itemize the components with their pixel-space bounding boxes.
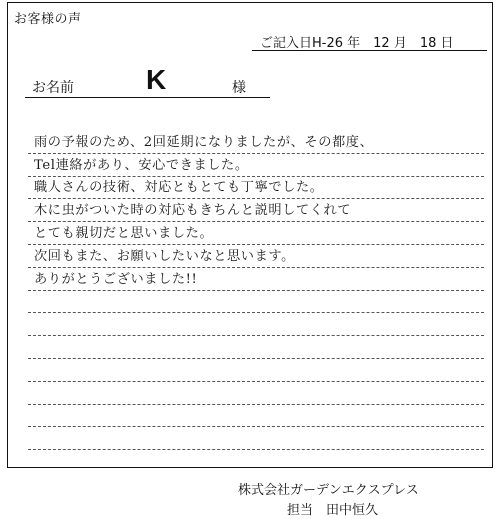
company-name: 株式会社ガーデンエクスプレス (238, 483, 419, 498)
comment-line (28, 382, 484, 405)
comment-text: Tel連絡があり、安心できました。 (34, 157, 249, 173)
comment-line (28, 427, 484, 450)
comment-text: 雨の予報のため、2回延期になりましたが、その都度、 (34, 134, 374, 150)
comment-line (28, 291, 484, 314)
comment-line (28, 177, 484, 200)
comment-line (28, 405, 484, 428)
comment-text: 木に虫がついた時の対応もきちんと説明してくれて (34, 203, 352, 219)
comment-text: ありがとうございました!! (34, 271, 198, 287)
comment-line (28, 268, 484, 291)
comment-lines (28, 3, 484, 467)
comment-text: 次回もまた、お願いしたいなと思います。 (34, 248, 295, 264)
comment-text: 職人さんの技術、対応ともとても丁寧でした。 (34, 180, 324, 196)
comment-line (28, 359, 484, 382)
voice-card (7, 2, 493, 468)
name-label: お名前 (32, 80, 74, 96)
comment-text: とても親切だと思いました。 (34, 225, 214, 241)
comment-line (28, 199, 484, 222)
staff-name: 担当 田中恒久 (287, 503, 379, 518)
comment-line (28, 245, 484, 268)
comment-line (28, 222, 484, 245)
customer-name: K (146, 64, 167, 95)
honorific: 様 (232, 80, 246, 96)
comment-line (28, 154, 484, 177)
entry-date: ご記入日H-26 年 12 月 18 日 (260, 36, 454, 51)
card-title: お客様の声 (14, 12, 82, 27)
comment-line (28, 313, 484, 336)
comment-line (28, 336, 484, 359)
comment-line (28, 131, 484, 154)
